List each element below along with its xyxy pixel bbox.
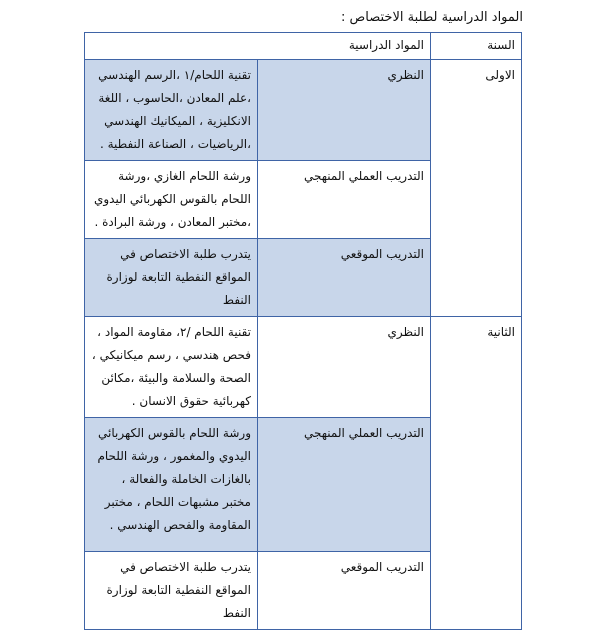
category-cell: التدريب الموقعي bbox=[258, 552, 431, 630]
category-cell: النظري bbox=[258, 317, 431, 418]
content-cell: يتدرب طلبة الاختصاص في المواقع النفطية التابعة لوزارة النفط bbox=[85, 552, 258, 630]
table-row bbox=[85, 317, 522, 418]
content-cell: تقنية اللحام /٢، مقاومة المواد ، فحص هندسي ، رسم ميكانيكي ، الصحة والسلامة والبيئة ،مكائن كهربائية حقوق الانسان . bbox=[85, 317, 258, 418]
content-cell: ورشة اللحام بالقوس الكهربائي اليدوي والمغمور ، ورشة اللحام بالغازات الخاملة والفعالة ، مختبر مشبهات اللحام ، مختبر المقاومة والفحص الهندسي . bbox=[85, 418, 258, 552]
content-cell: يتدرب طلبة الاختصاص في المواقع النفطية التابعة لوزارة النفط bbox=[85, 239, 258, 317]
category-cell: التدريب العملي المنهجي bbox=[258, 418, 431, 552]
year-cell: الاولى bbox=[431, 60, 522, 317]
subjects-table bbox=[84, 32, 522, 630]
content-cell: تقنية اللحام/١ ،الرسم الهندسي ،علم المعادن ،الحاسوب ، اللغة الانكليزية ، الميكانيك الهندسي ،الرياضيات ، الصناعة النفطية . bbox=[85, 60, 258, 161]
content-cell: ورشة اللحام الغازي ،ورشة اللحام بالقوس الكهربائي اليدوي ،مختبر المعادن ، ورشة البرادة . bbox=[85, 161, 258, 239]
column-header-year: السنة bbox=[431, 33, 522, 60]
category-cell: التدريب العملي المنهجي bbox=[258, 161, 431, 239]
year-cell: الثانية bbox=[431, 317, 522, 630]
column-header-subjects: المواد الدراسية bbox=[85, 33, 431, 60]
table-row bbox=[85, 60, 522, 161]
category-cell: النظري bbox=[258, 60, 431, 161]
table-header-row bbox=[85, 33, 522, 60]
page-heading: المواد الدراسية لطلبة الاختصاص : bbox=[341, 10, 523, 25]
category-cell: التدريب الموقعي bbox=[258, 239, 431, 317]
